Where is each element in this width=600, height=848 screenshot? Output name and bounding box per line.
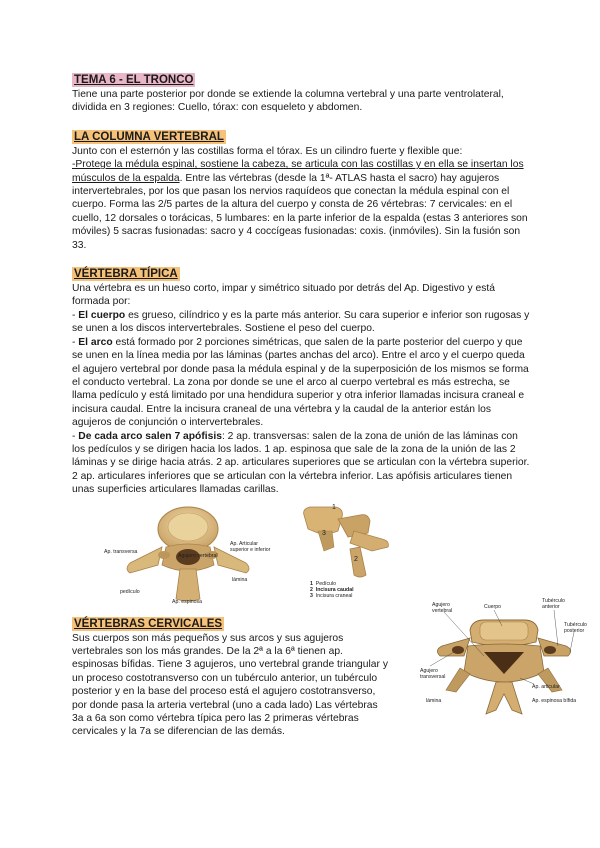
legend-2-num: 2 (310, 586, 313, 593)
cervicales-section (72, 597, 587, 739)
label-tuberculo-anterior: Tubérculo anterior (542, 597, 565, 610)
tipica-arco (72, 336, 532, 430)
legend-2-text: Incisura caudal (315, 586, 354, 593)
cervicales-text: Sus cuerpos son más pequeños y sus arcos y sus agujeros vertebrales son los más grandes. De la 2ª a la 6ª tienen ap. espinosas bífidas. Tiene 3 agujeros, uno vertebral grande triangular y un proceso costotransverso con un tubérculo anterior, un tubérculo posterior y en la base del proceso está el agujero costotransverso, por donde pasa la arteria vertebral (uno a cada lado) Las vértebras 3a a 6a son como vértebra típica pero las 2 primeras vértebras cervicales y la 7a se diferencian de las demás. (72, 632, 388, 738)
label-tuberculo-posterior: Tubérculo posterior (564, 621, 587, 634)
vertebra-side-illustration (298, 501, 408, 581)
arco-text: está formado por 2 porciones simétricas, que salen de la parte posterior del cuerpo y que se unen en la línea media por las láminas (partes anchas del arco). Entre el arco y el cuerpo queda el agujero vertebral por donde pasa la médula espinal y de la superposición de los mismos se forma el conducto vertebral. La zona por donde se une el arco al cuerpo vertebral es más estrecha, se llama pedículo y está limitado por una hendidura superior y otra inferior llamadas incisura craneal e incisura caudal. Entre la incisura craneal de una vértebra y la caudal de la anterior están los agujeros de conjunción o intervertebrales. (72, 336, 529, 429)
apofisis-text: : 2 ap. transversas: salen de la zona de unión de las láminas con los pedículos y se dirigen hacia los lados. 1 ap. espinosa que sale de la zona de la unión de las 2 láminas y se dirige hacia atrás. 2 ap. articulares superiores que se articulan con la vértebra superior. 2 ap. articulares inferiores que se articulan con la vértebra inferior. Las apófisis articulares tienen unas superficies articulares llamadas carillas. (72, 430, 530, 496)
tipica-cuerpo (72, 309, 532, 336)
label-ap-articular: Ap. articular (532, 683, 560, 690)
label-ap-articular: Ap. Articular (230, 540, 258, 547)
marker-2: 2 (354, 555, 358, 563)
columna-rest: . Entre las vértebras (desde la 1ª- ATLAS hasta el sacro) hay agujeros intervertebrales, por los que pasan los nervios raquídeos que conectan la médula espinal con el cuerpo. Forma las 2/5 partes de la altura del cuerpo y consta de 26 vértebras: 7 cervicales: en el cuello, 12 dorsales o torácicas, 5 lumbares: en la parte inferior de la espalda (estas 3 anteriores son móviles) 5 sacras fusionadas: sacro y 4 coccígeas fusionadas: coxis. (inmóviles). Sin la fusión son 33. (72, 172, 528, 251)
label-ap-espinosa: Ap. espinosa (172, 598, 202, 605)
columna-paragraph (72, 145, 532, 252)
label-ap-espinosa: Ap. espinosa bífida (532, 697, 577, 704)
columna-underlined: -Protege la médula espinal, sostiene la cabeza, se articula con las costillas y en ella se insertan los músculos de la espalda (72, 159, 524, 184)
vertebra-side-figure (298, 501, 408, 603)
tipica-apofisis (72, 430, 532, 497)
label-ap-transversa: Ap. transversa (104, 548, 138, 555)
cervical-figure (420, 597, 587, 720)
legend-3-text: Incisura craneal (315, 592, 353, 599)
label-lamina: lámina (426, 697, 442, 704)
legend-3 (310, 593, 352, 599)
bullet-dash: - (72, 336, 79, 348)
apofisis-bold: De cada arco salen 7 apófisis (78, 430, 222, 442)
columna-line1: Junto con el esternón y las costillas forma el tórax. Es un cilindro fuerte y flexible que: (72, 145, 463, 157)
label-pediculo: pedículo (120, 588, 140, 595)
tema-title: TEMA 6 - EL TRONCO (74, 74, 194, 86)
tema-intro: Tiene una parte posterior por donde se extiende la columna vertebral y una parte ventrolateral, dividida en 3 regiones: Cuello, tórax: con esqueleto y abdomen. (72, 89, 504, 114)
legend-3-num: 3 (310, 592, 313, 599)
cervicales-title: VÉRTEBRAS CERVICALES (74, 617, 223, 630)
label-cuerpo: Cuerpo (484, 603, 502, 610)
label-agujero-vertebral: Agujero vertebral (432, 601, 453, 614)
bullet-dash: - (72, 430, 79, 442)
tipica-title: VÉRTEBRA TÍPICA (74, 268, 178, 281)
marker-1: 1 (332, 503, 336, 511)
columna-title: LA COLUMNA VERTEBRAL (74, 130, 224, 143)
tipica-intro: Una vértebra es un hueso corto, impar y simétrico situado por detrás del Ap. Digestivo y está formada por: (72, 283, 495, 308)
legend-1-num: 1 (310, 580, 313, 587)
figures-row (72, 501, 532, 603)
marker-3: 3 (322, 529, 326, 537)
vertebra-top-figure (104, 503, 278, 605)
label-ap-articular-2: superior e inferior (230, 546, 271, 553)
cuerpo-bold: El cuerpo (78, 309, 126, 321)
legend-1-text: Pedículo (315, 580, 336, 587)
document-page (72, 70, 587, 739)
label-agujero-transverso: Agujero transversal (420, 667, 446, 680)
cuerpo-text: es grueso, cilíndrico y es la parte más anterior. Su cara superior e inferior son rugosas y se unen a los discos intervertebrales. Sostiene el peso del cuerpo. (72, 309, 530, 335)
arco-bold: El arco (78, 336, 113, 348)
bullet-dash: - (72, 309, 79, 321)
label-agujero-vertebral: Agujero vertebral (178, 552, 218, 559)
label-lamina: lámina (232, 576, 248, 583)
